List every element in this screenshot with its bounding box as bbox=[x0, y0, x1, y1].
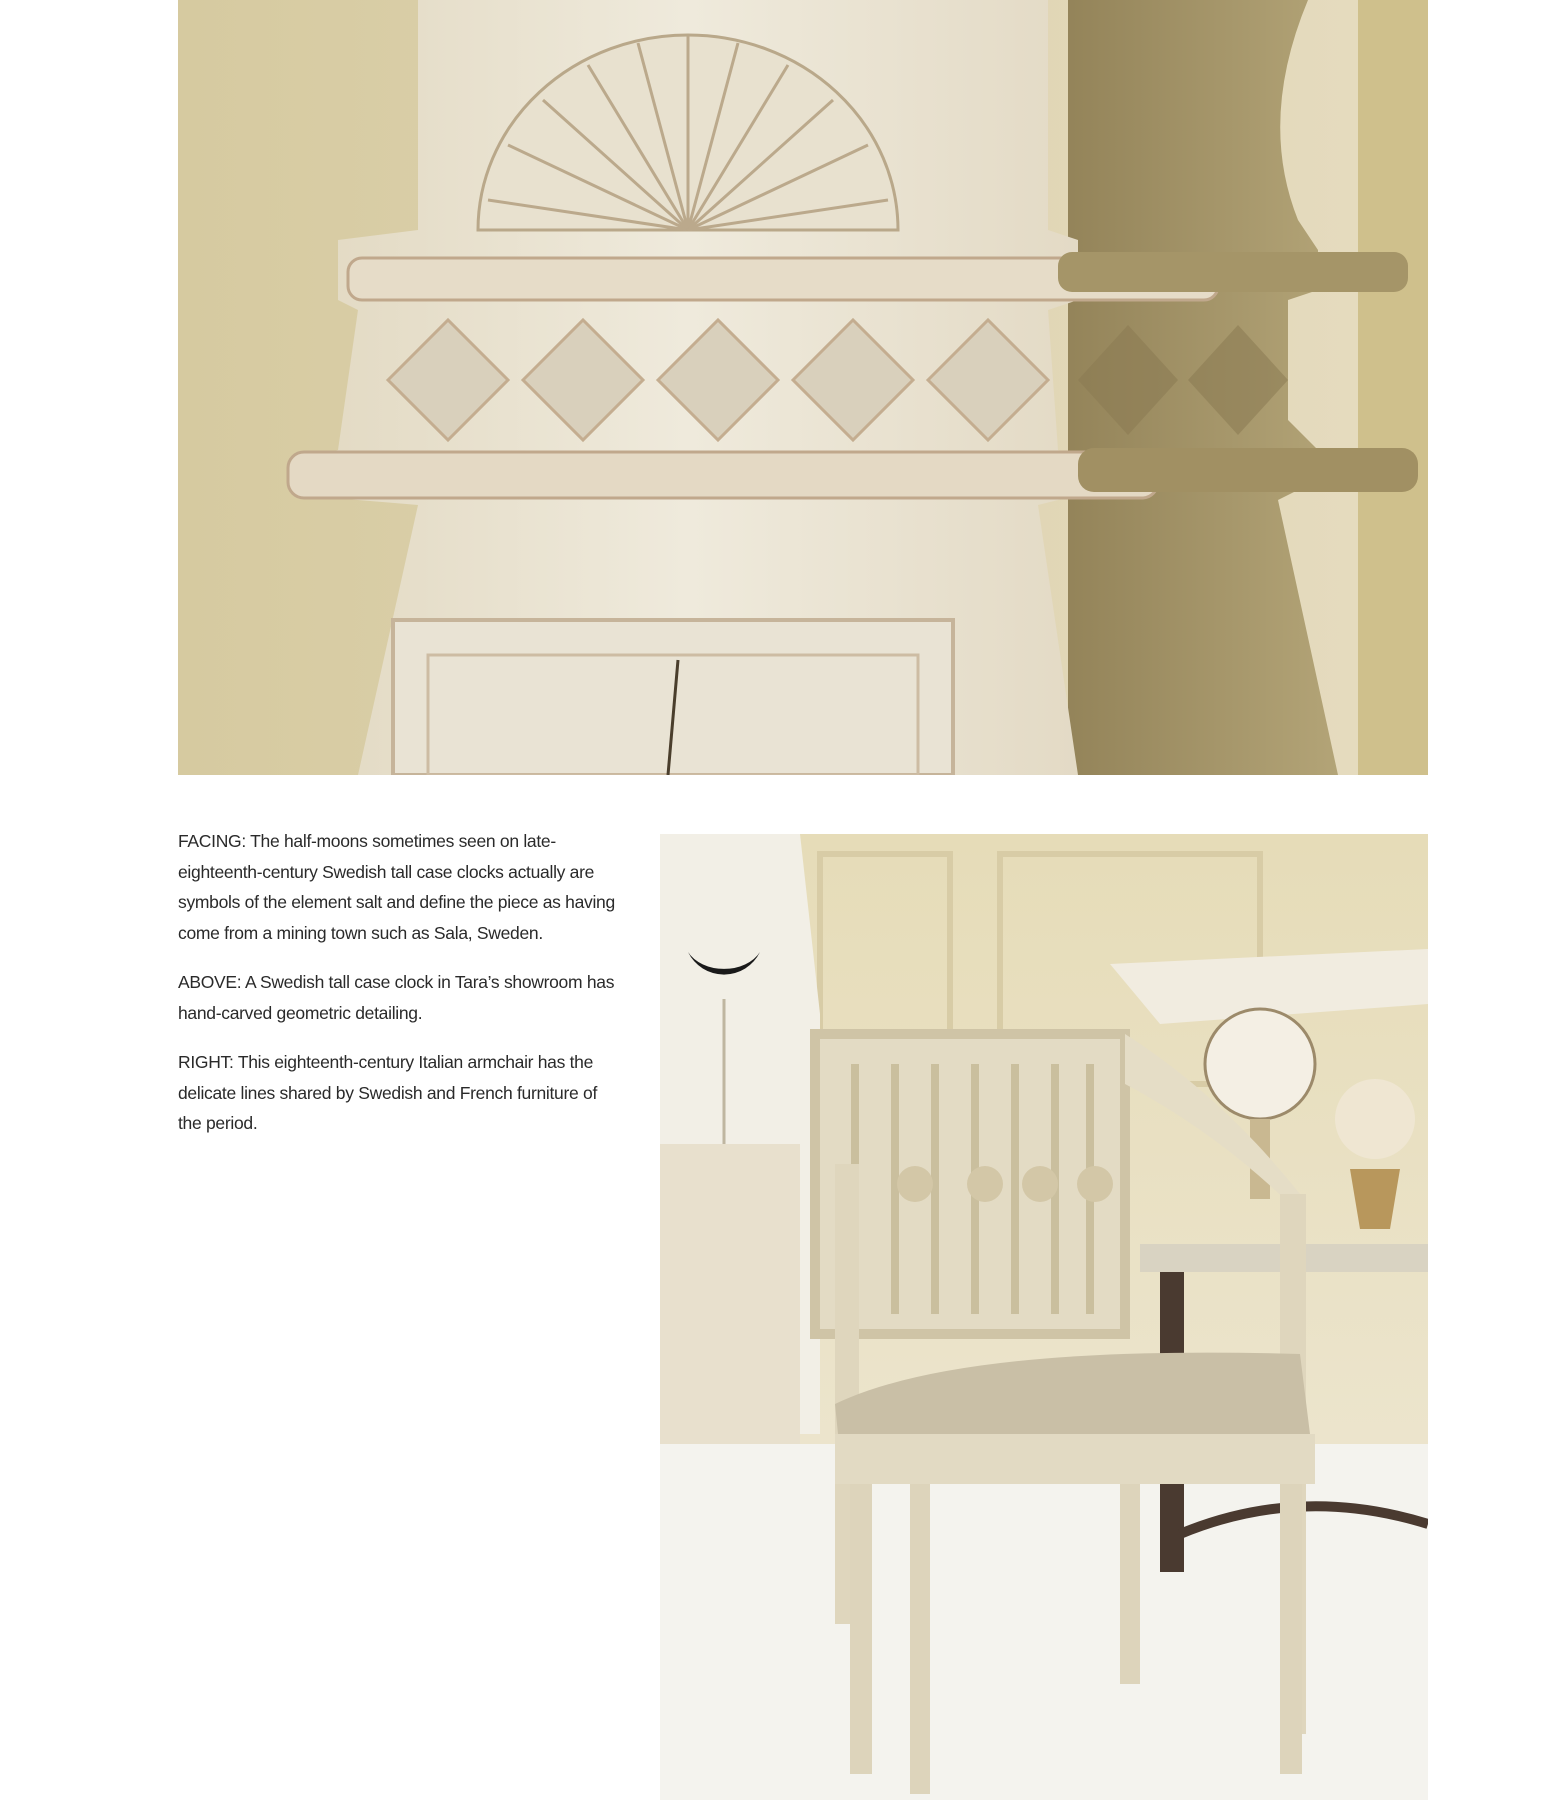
caption-block bbox=[178, 826, 618, 1158]
armchair-photo bbox=[660, 834, 1428, 1800]
clock-illustration bbox=[178, 0, 1428, 775]
caption-facing bbox=[178, 826, 618, 948]
armchair-illustration bbox=[660, 834, 1428, 1800]
caption-above-text: A Swedish tall case clock in Tara’s showroom has hand-carved geometric detailing. bbox=[178, 972, 615, 1023]
caption-facing-text: The half-moons sometimes seen on late-eighteenth-century Swedish tall case clocks actually are symbols of the element salt and define the piece as having come from a mining town such as Sala, Sweden. bbox=[178, 831, 615, 943]
caption-facing-label: FACING: bbox=[178, 831, 246, 851]
caption-above-label: ABOVE: bbox=[178, 972, 242, 992]
clock-detail-photo bbox=[178, 0, 1428, 775]
caption-right-label: RIGHT: bbox=[178, 1052, 234, 1072]
caption-right bbox=[178, 1047, 618, 1139]
caption-above bbox=[178, 967, 618, 1028]
caption-right-text: This eighteenth-century Italian armchair has the delicate lines shared by Swedish and French furniture of the period. bbox=[178, 1052, 598, 1133]
